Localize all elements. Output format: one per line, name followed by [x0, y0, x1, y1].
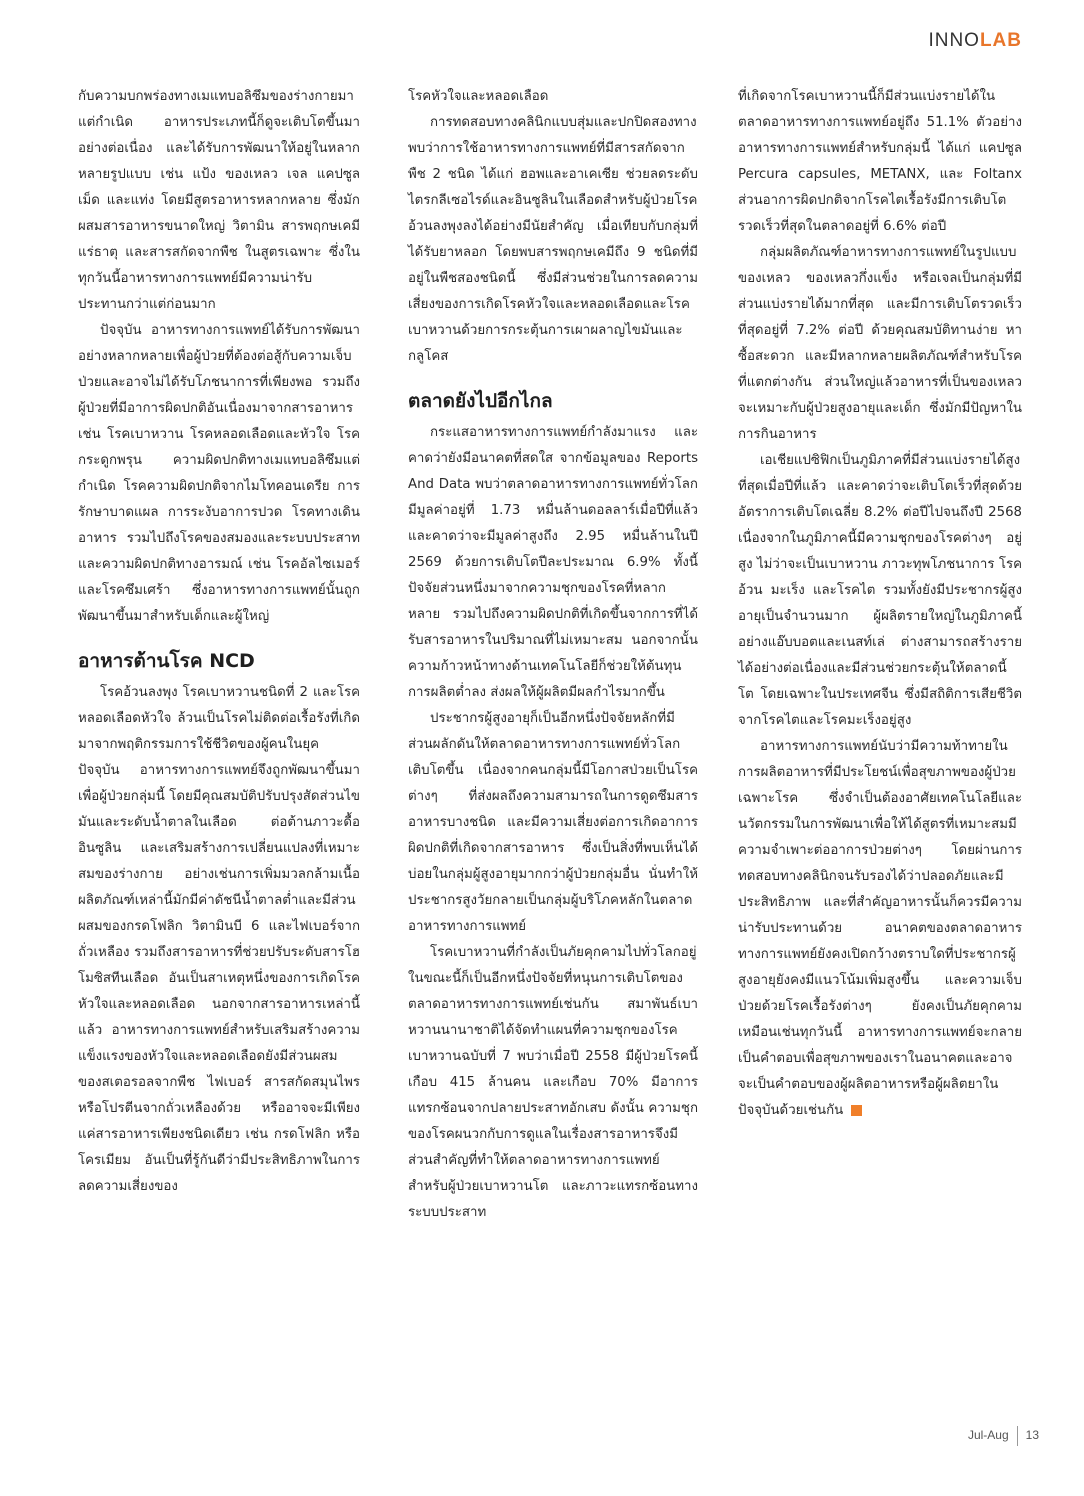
paragraph: ประชากรผู้สูงอายุก็เป็นอีกหนึ่งปัจจัยหลักที่มีส่วนผลักดันให้ตลาดอาหารทางการแพทย์ทั่วโลกเติบโตขึ้น เนื่องจากคนกลุ่มนี้มีโอกาสป่วยเป็นโรคต่างๆ ที่ส่งผลถึงความสามารถในการดูดซึมสารอาหารบางชนิด และมีความเสี่ยงต่อการเกิดอาการผิดปกติที่เกิดจากสารอาหาร ซึ่งเป็นสิ่งที่พบเห็นได้บ่อยในกลุ่มผู้สูงอายุมากกว่าผู้ป่วยกลุ่มอื่น นั่นทำให้ประชากรสูงวัยกลายเป็นกลุ่มผู้บริโภคหลักในตลาดอาหารทางการแพทย์ [408, 711, 698, 934]
paragraph: ที่เกิดจากโรคเบาหวานนี้ก็มีส่วนแบ่งรายได้ในตลาดอาหารทางการแพทย์อยู่ถึง 51.1% ตัวอย่างอาหารทางการแพทย์สำหรับกลุ่มนี้ ได้แก่ แคปซูล Percura capsules, METANX, และ Foltanx ส่วนอาการผิดปกติจากโรคไตเรื้อรังมีการเติบโตรวดเร็วที่สุดในตลาดอยู่ที่ 6.6% ต่อปี [738, 89, 1022, 234]
brand-suffix: LAB [979, 30, 1022, 51]
paragraph: เอเชียแปซิฟิกเป็นภูมิภาคที่มีส่วนแบ่งรายได้สูงที่สุดเมื่อปีที่แล้ว และคาดว่าจะเติบโตเร็วที่สุดด้วยอัตราการเติบโตเฉลี่ย 8.2% ต่อปีไปจนถึงปี 2568 เนื่องจากในภูมิภาคนี้มีความชุกของโรคต่างๆ อยู่สูง ไม่ว่าจะเป็นเบาหวาน ภาวะทุพโภชนาการ โรคอ้วน มะเร็ง และโรคไต รวมทั้งยังมีประชากรผู้สูงอายุเป็นจำนวนมาก ผู้ผลิตรายใหญ่ในภูมิภาคนี้อย่างแอ๊บบอตและเนสท์เล่ ต่างสามารถสร้างรายได้อย่างต่อเนื่องและมีส่วนช่วยกระตุ้นให้ตลาดนี้โต โดยเฉพาะในประเทศจีน ซึ่งมีสถิติการเสียชีวิตจากโรคไตและโรคมะเร็งอยู่สูง [738, 453, 1022, 728]
end-mark-icon [851, 1105, 862, 1116]
paragraph: ปัจจุบัน อาหารทางการแพทย์ได้รับการพัฒนาอย่างหลากหลายเพื่อผู้ป่วยที่ต้องต่อสู้กับความเจ็บป่วยและอาจไม่ได้รับโภชนาการที่เพียงพอ รวมถึงผู้ป่วยที่มีอาการผิดปกติอันเนื่องมาจากสารอาหาร เช่น โรคเบาหวาน โรคหลอดเลือดและหัวใจ โรคกระดูกพรุน ความผิดปกติทางเมแทบอลิซึมแต่กำเนิด โรคความผิดปกติจากไมโทคอนเดรีย การรักษาบาดแผล การระงับอาการปวด โรคทางเดินอาหาร รวมไปถึงโรคของสมองและระบบประสาทและความผิดปกติทางอารมณ์ เช่น โรคอัลไซเมอร์และโรคซึมเศร้า ซึ่งอาหารทางการแพทย์นั้นถูกพัฒนาขึ้นมาสำหรับเด็กและผู้ใหญ่ [78, 323, 360, 624]
paragraph: กับความบกพร่องทางเมแทบอลิซึมของร่างกายมาแต่กำเนิด อาหารประเภทนี้ก็ดูจะเติบโตขึ้นมาอย่างต่อเนื่อง และได้รับการพัฒนาให้อยู่ในหลากหลายรูปแบบ เช่น แป้ง ของเหลว เจล แคปซูล เม็ด และแท่ง โดยมีสูตรอาหารหลากหลาย ซึ่งมักผสมสารอาหารขนาดใหญ่ วิตามิน สารพฤกษเคมี แร่ธาตุ และสารสกัดจากพืช ในสูตรเฉพาะ ซึ่งในทุกวันนี้อาหารทางการแพทย์มีความน่ารับประทานกว่าแต่ก่อนมาก [78, 89, 360, 312]
section-heading-market: ตลาดยังไปอีกไกล [408, 390, 553, 412]
section-heading-ncd: อาหารต้านโรค NCD [78, 650, 255, 672]
footer-divider [1017, 1426, 1018, 1446]
final-text: อาหารทางการแพทย์นับว่ามีความท้าทายในการผลิตอาหารที่มีประโยชน์เพื่อสุขภาพของผู้ป่วยเฉพาะโรค ซึ่งจำเป็นต้องอาศัยเทคโนโลยีและนวัตกรรมในการพัฒนาเพื่อให้ได้สูตรที่เหมาะสมมีความจำเพาะต่ออาการป่วยต่างๆ โดยผ่านการทดสอบทางคลินิกจนรับรองได้ว่าปลอดภัยและมีประสิทธิภาพ และที่สำคัญอาหารนั้นก็ควรมีความน่ารับประทานด้วย อนาคตของตลาดอาหารทางการแพทย์ยังคงเปิดกว้างตราบใดที่ประชากรผู้สูงอายุยังคงมีแนวโน้มเพิ่มสูงขึ้น และความเจ็บป่วยด้วยโรคเรื้อรังต่างๆ ยังคงเป็นภัยคุกคามเหมือนเช่นทุกวันนี้ อาหารทางการแพทย์จะกลายเป็นคำตอบเพื่อสุขภาพของเราในอนาคตและอาจจะเป็นคำตอบของผู้ผลิตอาหารหรือผู้ผลิตยาในปัจจุบันด้วยเช่นกัน [738, 739, 1022, 1118]
issue-label: Jul-Aug [967, 1428, 1009, 1443]
article-column-1 [78, 84, 360, 1200]
paragraph: โรคหัวใจและหลอดเลือด [408, 89, 549, 104]
paragraph-final [738, 734, 1022, 1124]
paragraph: กลุ่มผลิตภัณฑ์อาหารทางการแพทย์ในรูปแบบของเหลว ของเหลวกึ่งแข็ง หรือเจลเป็นกลุ่มที่มีส่วนแบ่งรายได้มากที่สุด และมีการเติบโตรวดเร็วที่สุดอยู่ที่ 7.2% ต่อปี ด้วยคุณสมบัติทานง่าย หาซื้อสะดวก และมีหลากหลายผลิตภัณฑ์สำหรับโรคที่แตกต่างกัน ส่วนใหญ่แล้วอาหารที่เป็นของเหลวจะเหมาะกับผู้ป่วยสูงอายุและเด็ก ซึ่งมักมีปัญหาในการกินอาหาร [738, 245, 1022, 442]
paragraph: โรคเบาหวานที่กำลังเป็นภัยคุกคามไปทั่วโลกอยู่ในขณะนี้ก็เป็นอีกหนึ่งปัจจัยที่หนุนการเติบโตของตลาดอาหารทางการแพทย์เช่นกัน สมาพันธ์เบาหวานนานาชาติได้จัดทำแผนที่ความชุกของโรคเบาหวานฉบับที่ 7 พบว่าเมื่อปี 2558 มีผู้ป่วยโรคนี้เกือบ 415 ล้านคน และเกือบ 70% มีอาการแทรกซ้อนจากปลายประสาทอักเสบ ดังนั้น ความชุกของโรคผนวกกับการดูแลในเรื่องสารอาหารจึงมีส่วนสำคัญที่ทำให้ตลาดอาหารทางการแพทย์สำหรับผู้ป่วยเบาหวานโต และภาวะแทรกซ้อนทางระบบประสาท [408, 945, 698, 1220]
brand-logo [928, 30, 1022, 52]
page-footer [968, 1426, 1039, 1446]
brand-prefix: INNO [928, 30, 980, 51]
paragraph: การทดสอบทางคลินิกแบบสุ่มและปกปิดสองทาง พบว่าการใช้อาหารทางการแพทย์ที่มีสารสกัดจากพืช 2 ชนิด ได้แก่ ฮอพและอาเคเซีย ช่วยลดระดับไตรกลีเซอไรด์และอินซูลินในเลือดสำหรับผู้ป่วยโรคอ้วนลงพุงลงได้อย่างมีนัยสำคัญ เมื่อเทียบกับกลุ่มที่ได้รับยาหลอก โดยพบสารพฤกษเคมีถึง 9 ชนิดที่มีอยู่ในพืชสองชนิดนี้ ซึ่งมีส่วนช่วยในการลดความเสี่ยงของการเกิดโรคหัวใจและหลอดเลือดและโรคเบาหวานด้วยการกระตุ้นการเผาผลาญไขมันและกลูโคส [408, 115, 698, 364]
article-column-2 [408, 84, 698, 1226]
paragraph: โรคอ้วนลงพุง โรคเบาหวานชนิดที่ 2 และโรคหลอดเลือดหัวใจ ล้วนเป็นโรคไม่ติดต่อเรื้อรังที่เกิดมาจากพฤติกรรมการใช้ชีวิตของผู้คนในยุคปัจจุบัน อาหารทางการแพทย์จึงถูกพัฒนาขึ้นมาเพื่อผู้ป่วยกลุ่มนี้ โดยมีคุณสมบัติปรับปรุงสัดส่วนไขมันและระดับน้ำตาลในเลือด ต่อต้านภาวะดื้ออินซูลิน และเสริมสร้างการเปลี่ยนแปลงที่เหมาะสมของร่างกาย อย่างเช่นการเพิ่มมวลกล้ามเนื้อ ผลิตภัณฑ์เหล่านี้มักมีค่าดัชนีน้ำตาลต่ำและมีส่วนผสมของกรดโฟลิก วิตามินบี 6 และไฟเบอร์จากถั่วเหลือง รวมถึงสารอาหารที่ช่วยปรับระดับสารโฮโมซิสทีนเลือด อันเป็นสาเหตุหนึ่งของการเกิดโรคหัวใจและหลอดเลือด นอกจากสารอาหารเหล่านี้แล้ว อาหารทางการแพทย์สำหรับเสริมสร้างความแข็งแรงของหัวใจและหลอดเลือดยังมีส่วนผสมของสเตอรอลจากพืช ไฟเบอร์ สารสกัดสมุนไพร หรือโปรตีนจากถั่วเหลืองด้วย หรืออาจจะมีเพียงแค่สารอาหารเพียงชนิดเดียว เช่น กรดโฟลิก หรือโครเมียม อันเป็นที่รู้กันดีว่ามีประสิทธิภาพในการลดความเสี่ยงของ [78, 685, 360, 1194]
page-number: 13 [1025, 1428, 1039, 1443]
paragraph: กระแสอาหารทางการแพทย์กำลังมาแรง และคาดว่ายังมีอนาคตที่สดใส จากข้อมูลของ Reports And Data พบว่าตลาดอาหารทางการแพทย์ทั่วโลกมีมูลค่าอยู่ที่ 1.73 หมื่นล้านดอลลาร์เมื่อปีที่แล้ว และคาดว่าจะมีมูลค่าสูงถึง 2.95 หมื่นล้านในปี 2569 ด้วยการเติบโตปีละประมาณ 6.9% ทั้งนี้ ปัจจัยส่วนหนึ่งมาจากความชุกของโรคที่หลากหลาย รวมไปถึงความผิดปกติที่เกิดขึ้นจากการที่ได้รับสารอาหารในปริมาณที่ไม่เหมาะสม นอกจากนั้น ความก้าวหน้าทางด้านเทคโนโลยีก็ช่วยให้ต้นทุนการผลิตต่ำลง ส่งผลให้ผู้ผลิตมีผลกำไรมากขึ้น [408, 425, 698, 700]
article-column-3 [738, 84, 1022, 1124]
